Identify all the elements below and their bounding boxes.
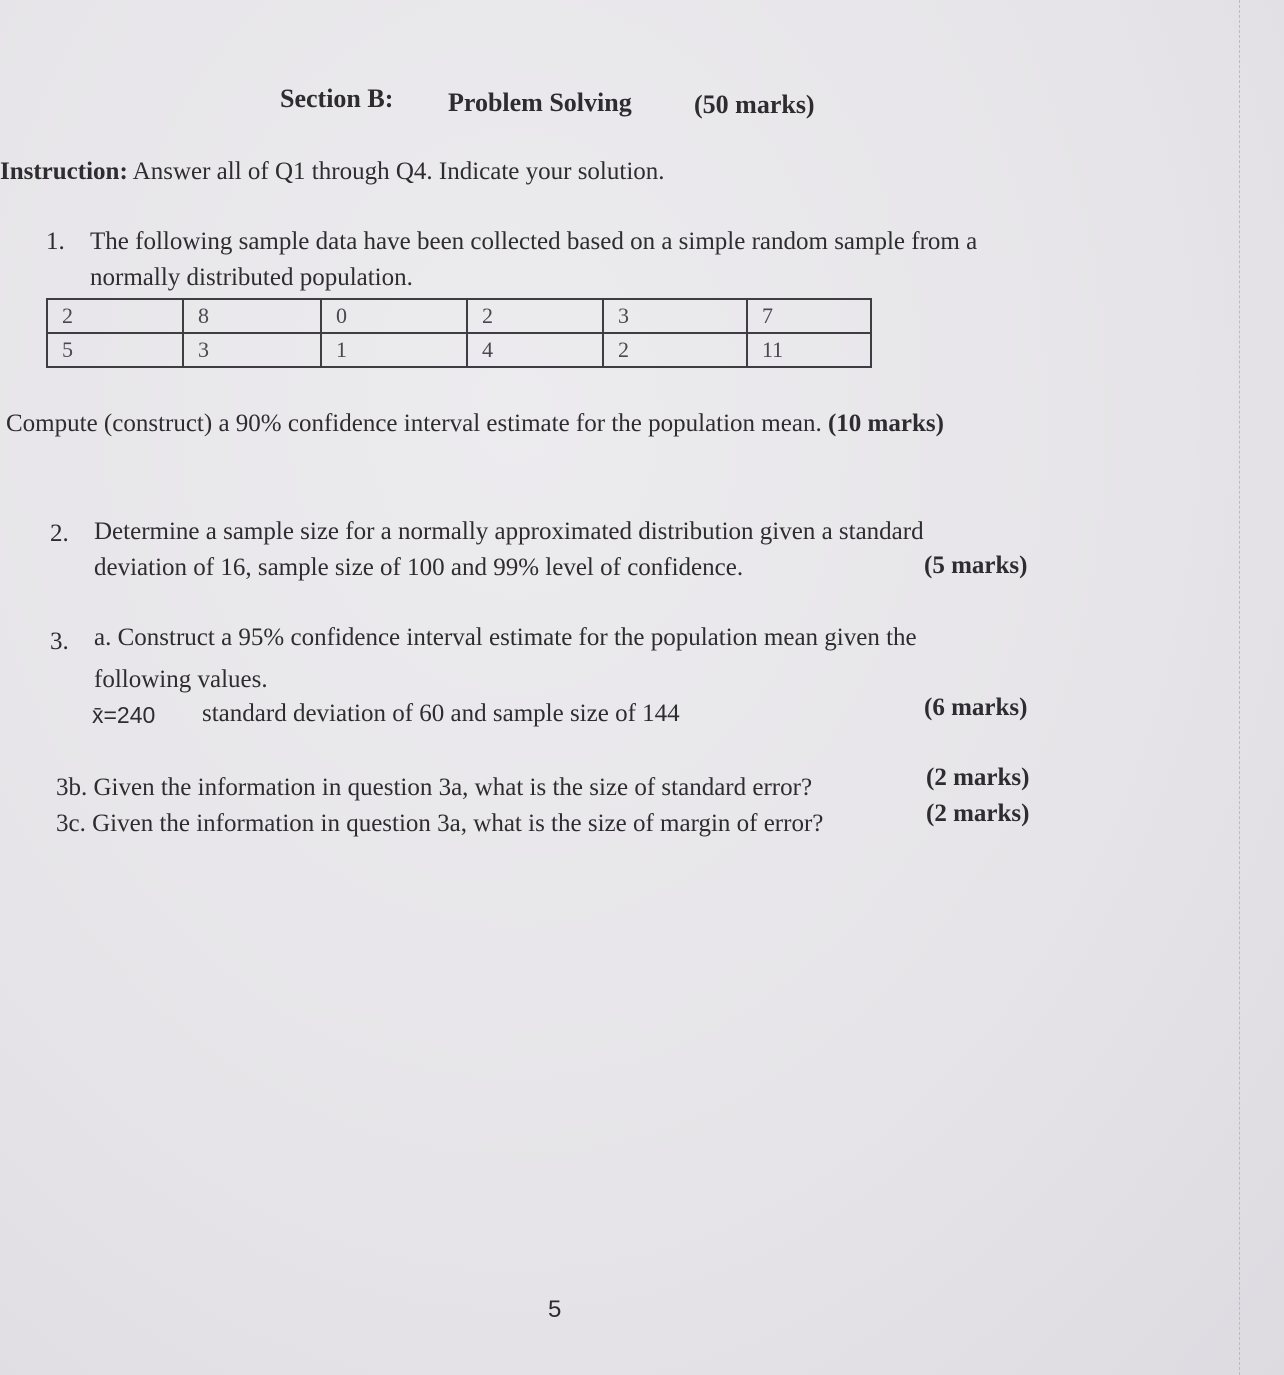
section-title: Problem Solving: [448, 88, 632, 117]
q2-line-1: Determine a sample size for a normally approximated distribution given a standard: [94, 518, 924, 545]
q3-line-1: a. Construct a 95% confidence interval estimate for the population mean given the: [94, 624, 917, 651]
q3b-marks: (2 marks): [926, 764, 1030, 791]
table-cell: 0: [321, 299, 467, 333]
section-label: Section B:: [280, 84, 394, 113]
table-cell: 2: [47, 299, 183, 333]
q2-line-2: deviation of 16, sample size of 100 and 99% level of confidence.: [94, 554, 744, 581]
table-row: [47, 333, 871, 367]
instruction-label: Instruction:: [0, 158, 128, 185]
table-cell: 8: [183, 299, 321, 333]
q1-task-marks: (10 marks): [827, 410, 944, 437]
q3c-text: 3c. Given the information in question 3a, what is the size of margin of error?: [56, 810, 824, 837]
table-cell: 5: [47, 333, 183, 367]
table-cell: 7: [747, 299, 871, 333]
table-cell: 4: [467, 333, 603, 367]
q3-line-3: standard deviation of 60 and sample size of 144: [202, 700, 680, 727]
table-cell: 11: [747, 333, 871, 367]
table-cell: 2: [603, 333, 747, 367]
q3b-text: 3b. Given the information in question 3a, what is the size of standard error?: [56, 774, 813, 801]
section-marks: (50 marks): [694, 90, 815, 119]
table-cell: 3: [603, 299, 747, 333]
sample-data-table: [46, 298, 872, 368]
q1-task: [6, 410, 944, 438]
q3-marks: (6 marks): [924, 694, 1028, 721]
page-number: 5: [548, 1296, 562, 1323]
table-cell: 3: [183, 333, 321, 367]
q1-line-1: The following sample data have been collected based on a simple random sample from a: [90, 228, 978, 255]
q1-line-2: normally distributed population.: [90, 264, 413, 291]
instruction: [0, 158, 665, 186]
q3c-marks: (2 marks): [926, 800, 1030, 827]
table-row: [47, 299, 871, 333]
table-cell: 1: [321, 333, 467, 367]
q3-line-2: following values.: [94, 666, 268, 693]
q3-number: 3.: [50, 628, 69, 655]
page-edge: [1239, 0, 1240, 1375]
q3-sample-mean: x̄=240: [92, 702, 156, 728]
table-cell: 2: [467, 299, 603, 333]
instruction-text: Answer all of Q1 through Q4. Indicate your solution.: [127, 158, 665, 185]
q1-number: 1.: [46, 228, 65, 255]
q2-number: 2.: [50, 520, 69, 547]
q1-task-text: Compute (construct) a 90% confidence interval estimate for the population mean.: [6, 410, 828, 437]
q2-marks: (5 marks): [924, 552, 1028, 579]
